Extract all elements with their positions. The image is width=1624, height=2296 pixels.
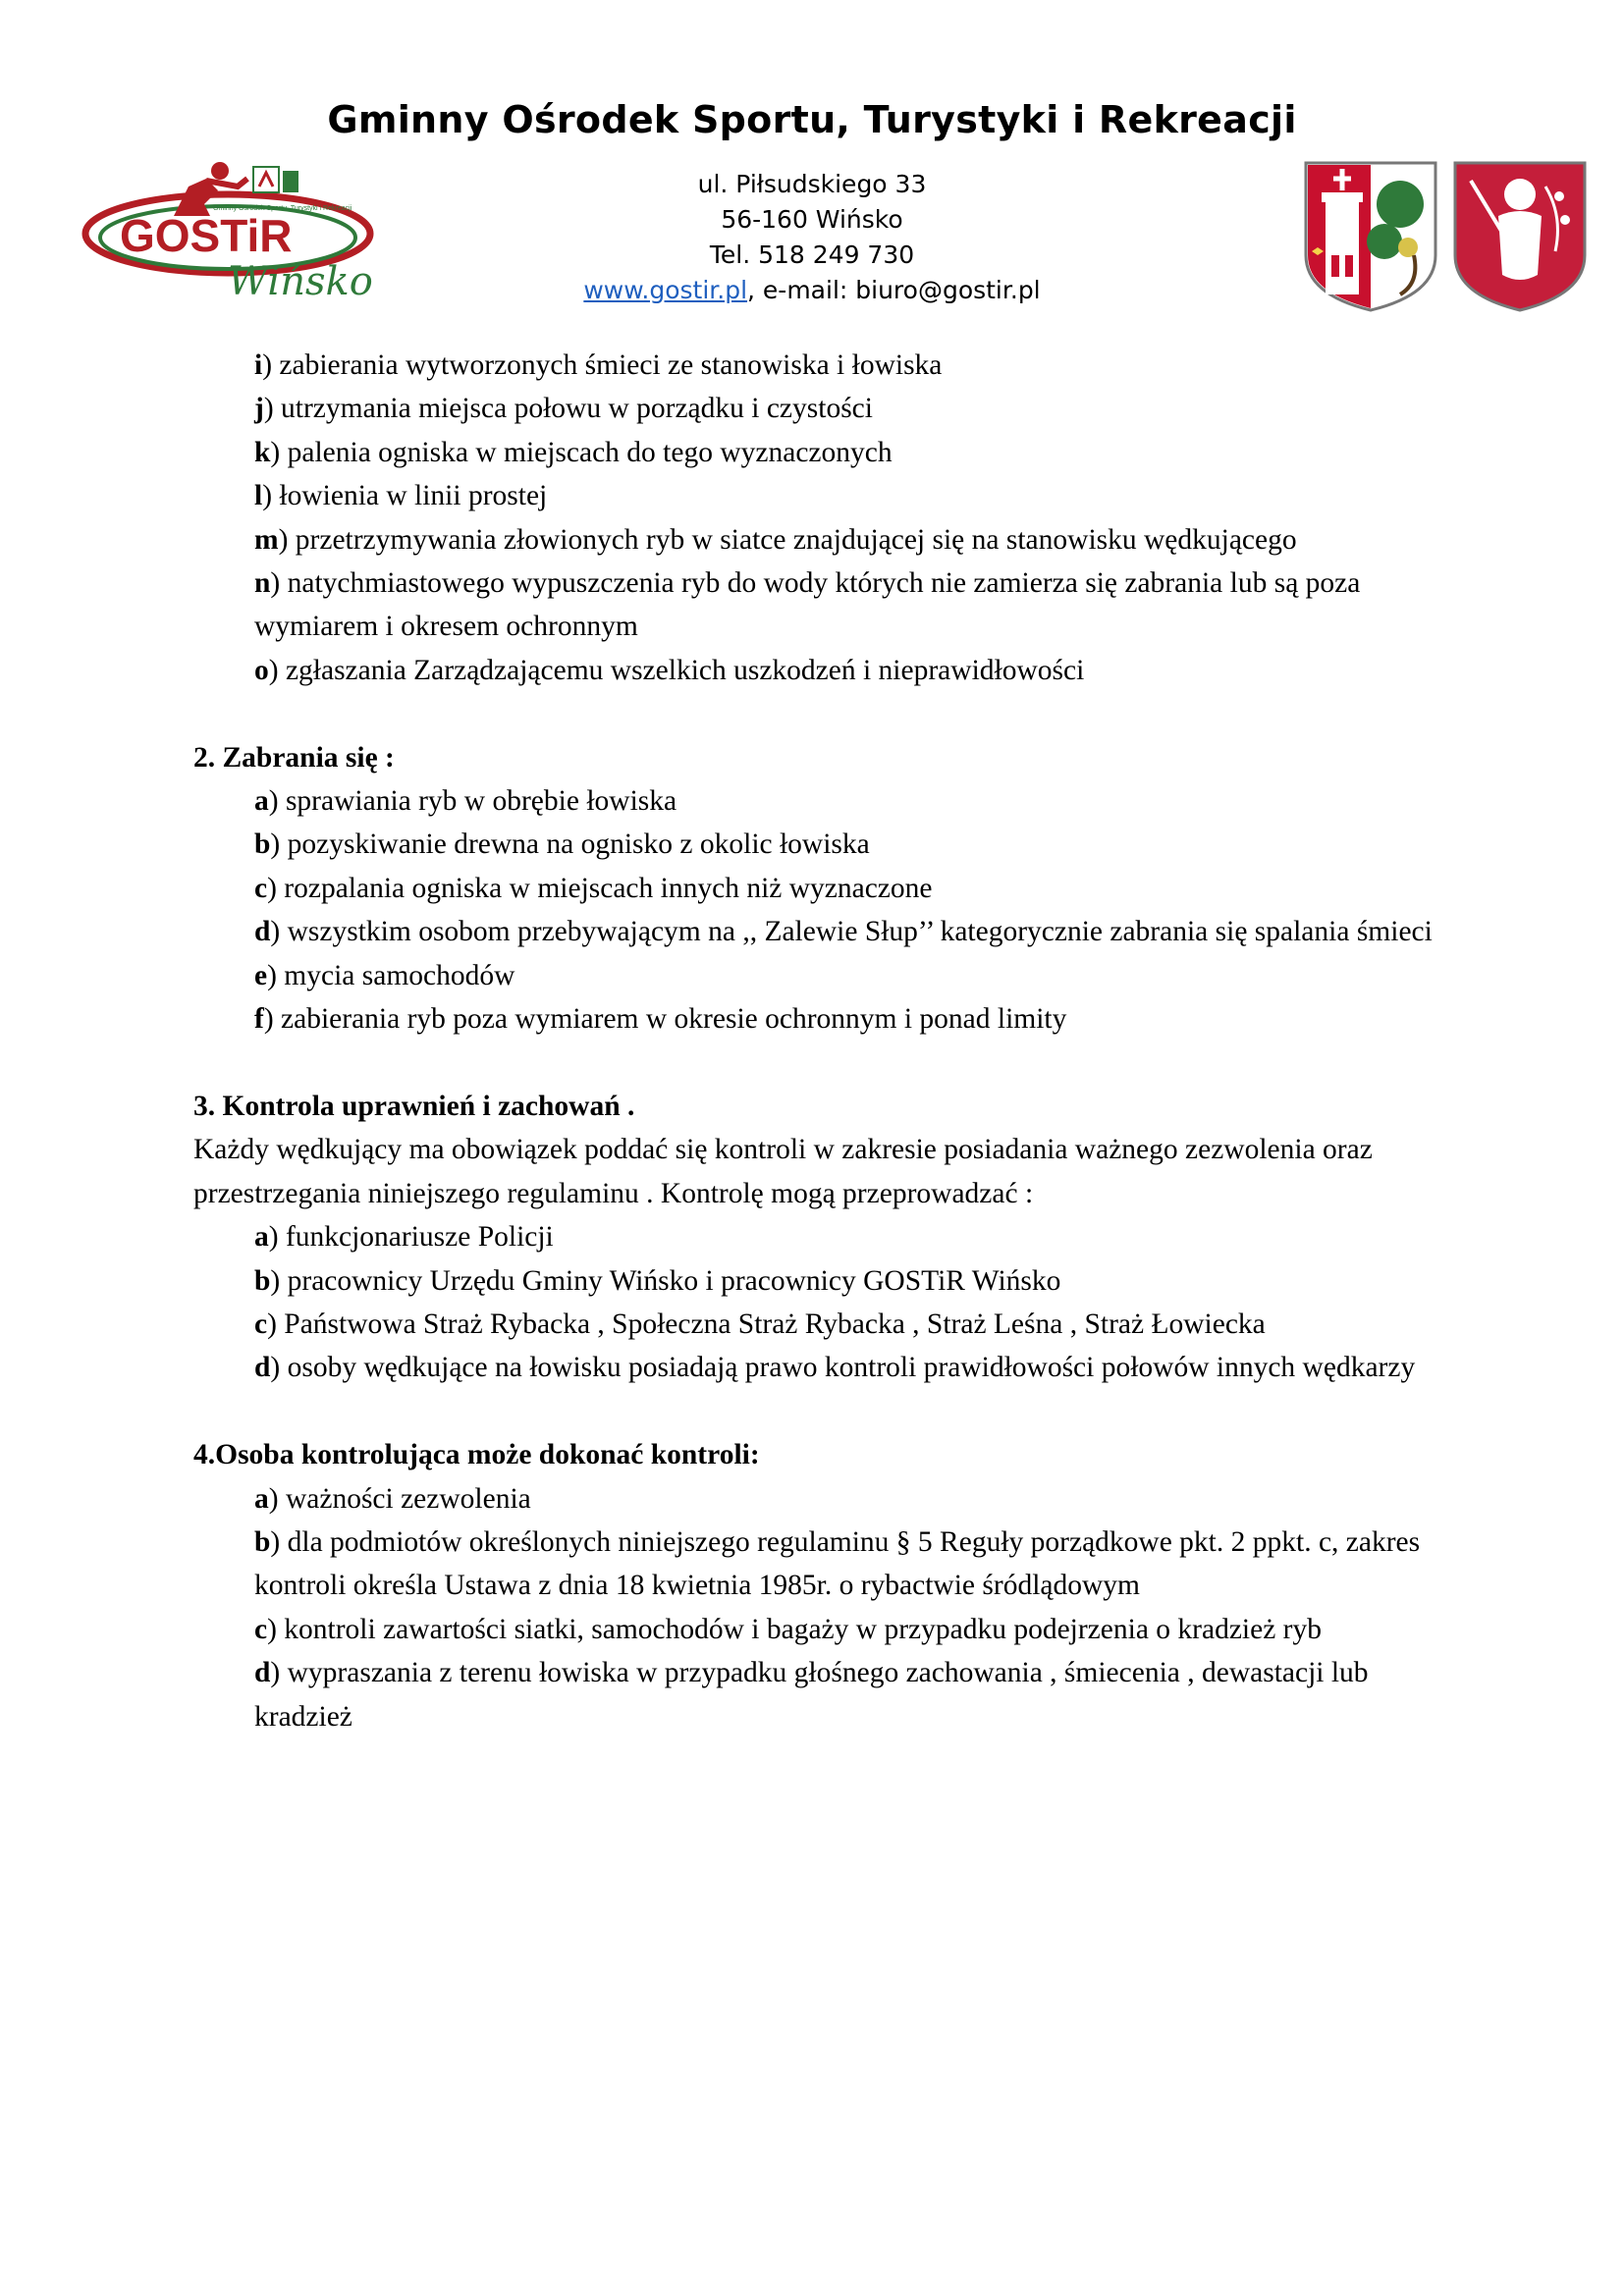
list-item: f) zabierania ryb poza wymiarem w okresie ochronnym i ponad limity — [254, 1003, 1067, 1036]
address-line: ul. Piłsudskiego 33 — [697, 170, 927, 198]
gostir-logo — [81, 157, 405, 314]
control-list — [193, 1215, 1450, 1390]
continued-list — [193, 344, 1450, 692]
section-heading: 4.Osoba kontrolująca może dokonać kontroli: — [193, 1439, 760, 1471]
list-item: c) kontroli zawartości siatki, samochodów i bagaży w przypadku podejrzenia o kradzież ryb — [254, 1613, 1323, 1645]
tower-vine-crest-icon — [1306, 163, 1435, 310]
list-item: a) funkcjonariusze Policji — [254, 1221, 554, 1254]
page-title: Gminny Ośrodek Sportu, Turystyki i Rekreacji — [327, 98, 1297, 141]
list-item: b) pozyskiwanie drewna na ognisko z okolic łowiska — [254, 828, 870, 861]
list-item: i) zabierania wytworzonych śmieci ze stanowiska i łowiska — [254, 349, 943, 381]
list-item: k) palenia ogniska w miejscach do tego wyznaczonych — [254, 436, 893, 468]
logo-brand: GOSTiR — [120, 210, 293, 261]
list-item: b) pracownicy Urzędu Gminy Wińsko i pracownicy GOSTiR Wińsko — [254, 1264, 1061, 1297]
regulation-body — [193, 344, 1450, 1738]
logo-script: Wińsko — [228, 259, 373, 304]
list-item: a) ważności zezwolenia — [254, 1482, 531, 1515]
logo-small-text: Gminny Ośrodek Sportu, Turystyki i Rekreacji — [213, 205, 352, 212]
list-item: j) utrzymania miejsca połowu w porządku i czystości — [254, 393, 873, 425]
section-paragraph: Każdy wędkujący ma obowiązek poddać się kontroli w zakresie posiadania ważnego zezwolenia oraz przestrzegania niniejszego regulaminu . Kontrolę mogą przeprowadzać : — [193, 1134, 1373, 1209]
email-text: , e-mail: biuro@gostir.pl — [747, 276, 1041, 304]
knight-crest-icon — [1455, 163, 1585, 310]
list-item: d) wszystkim osobom przebywającym na ,, Zalewie Słup’’ kategorycznie zabrania się spalania śmieci — [254, 916, 1433, 948]
postal-line: 56-160 Wińsko — [721, 205, 903, 234]
section-heading: 2. Zabrania się : — [193, 741, 395, 774]
list-item: m) przetrzymywania złowionych ryb w siatce znajdującej się na stanowisku wędkującego — [254, 523, 1297, 556]
prohibitions-list — [193, 779, 1450, 1041]
website-link[interactable]: www.gostir.pl — [583, 276, 748, 304]
inspection-list — [193, 1477, 1450, 1738]
list-item: l) łowienia w linii prostej — [254, 480, 548, 512]
list-item: c) rozpalania ogniska w miejscach innych niż wyznaczone — [254, 872, 933, 904]
list-item: o) zgłaszania Zarządzającemu wszelkich uszkodzeń i nieprawidłowości — [254, 654, 1085, 686]
phone-line: Tel. 518 249 730 — [709, 240, 915, 269]
list-item: a) sprawiania ryb w obrębie łowiska — [254, 785, 677, 818]
list-item: n) natychmiastowego wypuszczenia ryb do wody których nie zamierza się zabrania lub są poza wymiarem i okresem ochronnym — [254, 567, 1361, 643]
list-item: b) dla podmiotów określonych niniejszego regulaminu § 5 Reguły porządkowe pkt. 2 ppkt. c, zakres kontroli określa Ustawa z dnia 18 kwietnia 1985r. o rybactwie śródlądowym — [254, 1525, 1421, 1602]
section-heading: 3. Kontrola uprawnień i zachowań . — [193, 1090, 635, 1122]
list-item: d) osoby wędkujące na łowisku posiadają prawo kontroli prawidłowości połowów innych wędkarzy — [254, 1352, 1416, 1384]
municipal-crests — [1298, 157, 1593, 314]
list-item: e) mycia samochodów — [254, 959, 515, 991]
list-item: c) Państwowa Straż Rybacka , Społeczna Straż Rybacka , Straż Leśna , Straż Łowiecka — [254, 1308, 1266, 1340]
list-item: d) wypraszania z terenu łowiska w przypadku głośnego zachowania , śmiecenia , dewastacji lub kradzież — [254, 1657, 1369, 1733]
